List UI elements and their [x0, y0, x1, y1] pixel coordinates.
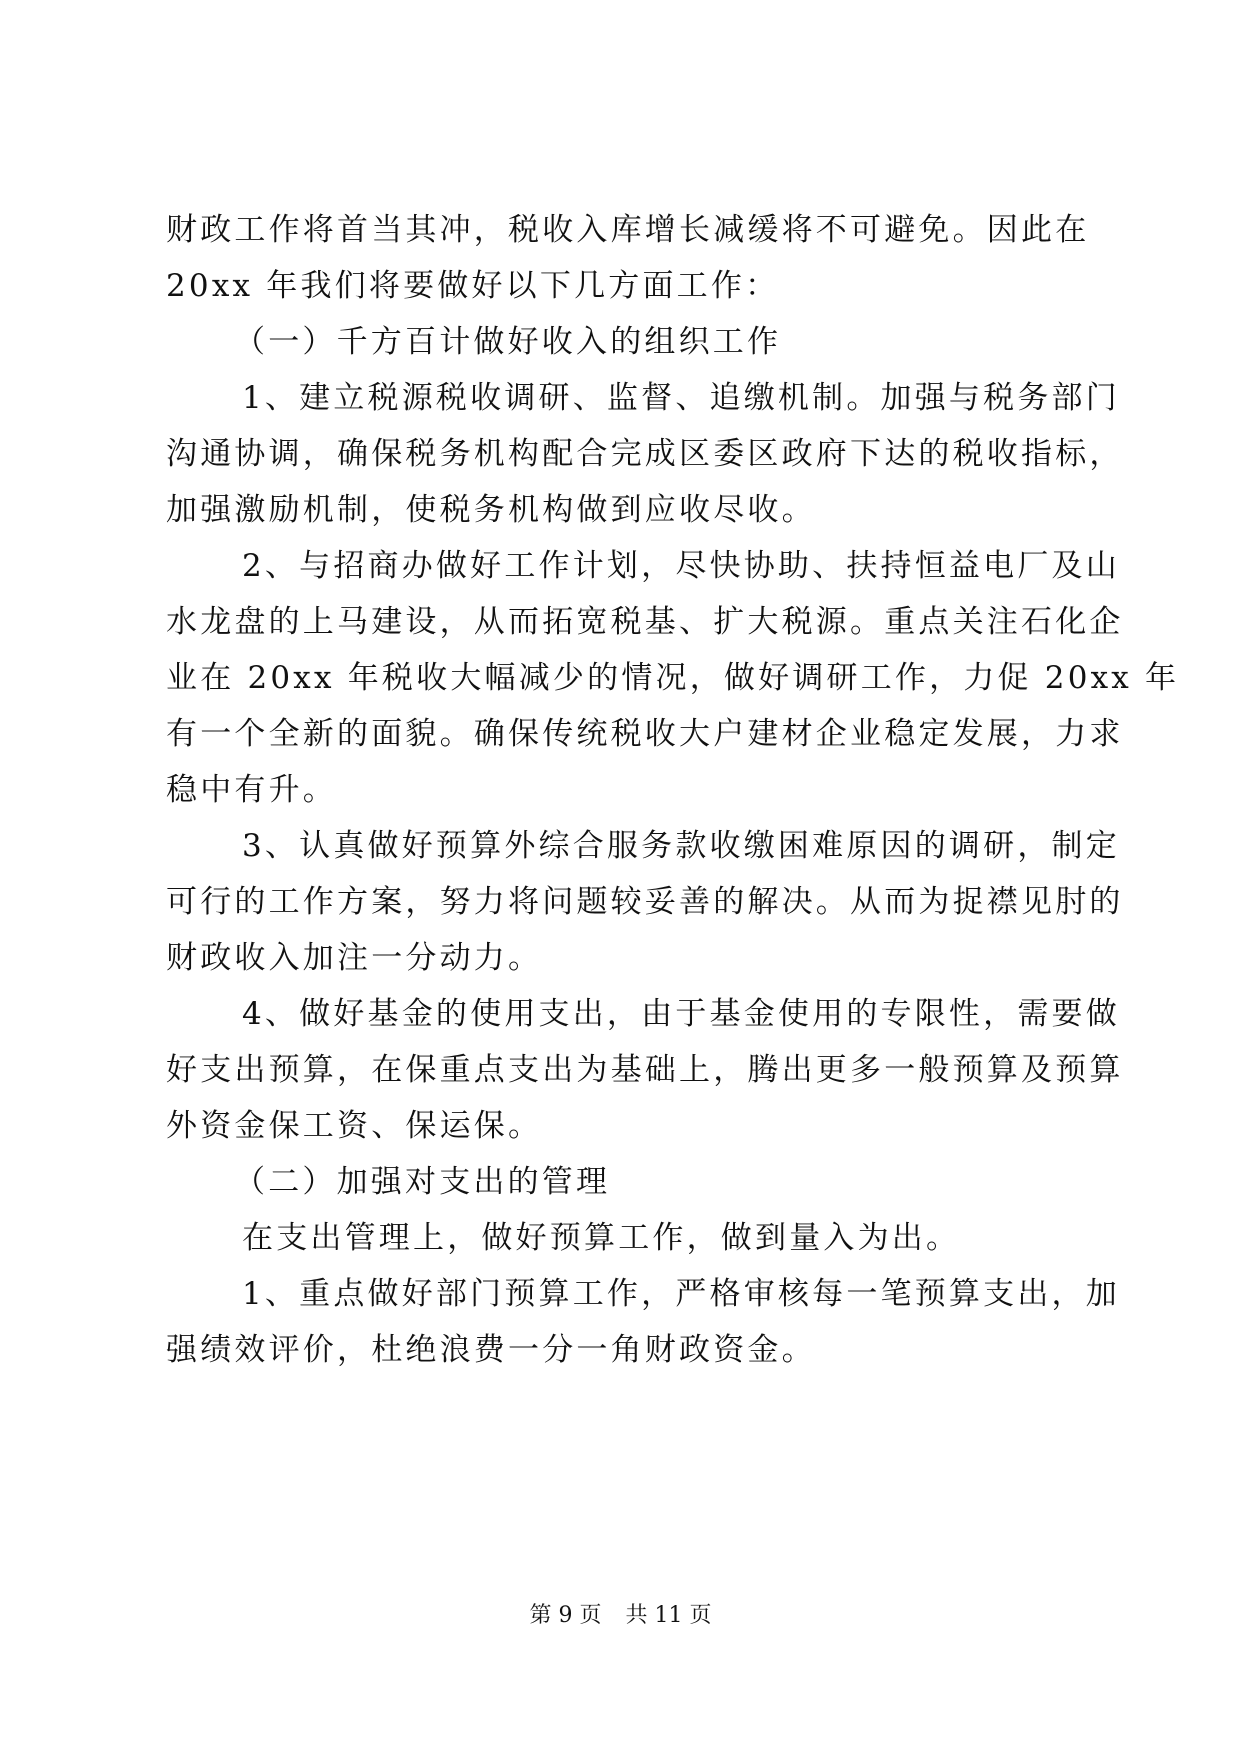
section-heading: （一）千方百计做好收入的组织工作	[234, 324, 782, 360]
page-number: 第 9 页	[529, 1603, 602, 1628]
page-total: 共 11 页	[625, 1603, 712, 1628]
paragraph-line: 财政工作将首当其冲，税收入库增长减缓将不可避免。因此在	[166, 212, 1090, 248]
paragraph-line: 沟通协调，确保税务机构配合完成区委区政府下达的税收指标，	[166, 436, 1124, 472]
paragraph-line: 2、与招商办做好工作计划，尽快协助、扶持恒益电厂及山	[242, 548, 1120, 584]
paragraph-line: 外资金保工资、保运保。	[166, 1108, 543, 1144]
page-footer	[0, 1601, 1241, 1631]
section-heading: （二）加强对支出的管理	[234, 1164, 611, 1200]
paragraph-line: 有一个全新的面貌。确保传统税收大户建材企业稳定发展，力求	[166, 716, 1124, 752]
paragraph-line: 3、认真做好预算外综合服务款收缴困难原因的调研，制定	[242, 828, 1120, 864]
paragraph-line: 加强激励机制，使税务机构做到应收尽收。	[166, 492, 816, 528]
paragraph-line: 强绩效评价，杜绝浪费一分一角财政资金。	[166, 1332, 816, 1368]
paragraph-line: 4、做好基金的使用支出，由于基金使用的专限性，需要做	[242, 996, 1120, 1032]
paragraph-line: 1、建立税源税收调研、监督、追缴机制。加强与税务部门	[242, 380, 1120, 416]
paragraph-line: 水龙盘的上马建设，从而拓宽税基、扩大税源。重点关注石化企	[166, 604, 1124, 640]
paragraph-line: 好支出预算，在保重点支出为基础上，腾出更多一般预算及预算	[166, 1052, 1124, 1088]
paragraph-line: 1、重点做好部门预算工作，严格审核每一笔预算支出，加	[242, 1276, 1120, 1312]
paragraph-line: 稳中有升。	[166, 772, 337, 808]
paragraph-line: 可行的工作方案，努力将问题较妥善的解决。从而为捉襟见肘的	[166, 884, 1124, 920]
paragraph-line: 在支出管理上，做好预算工作，做到量入为出。	[242, 1220, 961, 1256]
paragraph-line: 业在 20xx 年税收大幅减少的情况，做好调研工作，力促 20xx 年	[166, 660, 1180, 696]
paragraph-line: 财政收入加注一分动力。	[166, 940, 543, 976]
paragraph-line: 20xx 年我们将要做好以下几方面工作：	[166, 268, 780, 304]
